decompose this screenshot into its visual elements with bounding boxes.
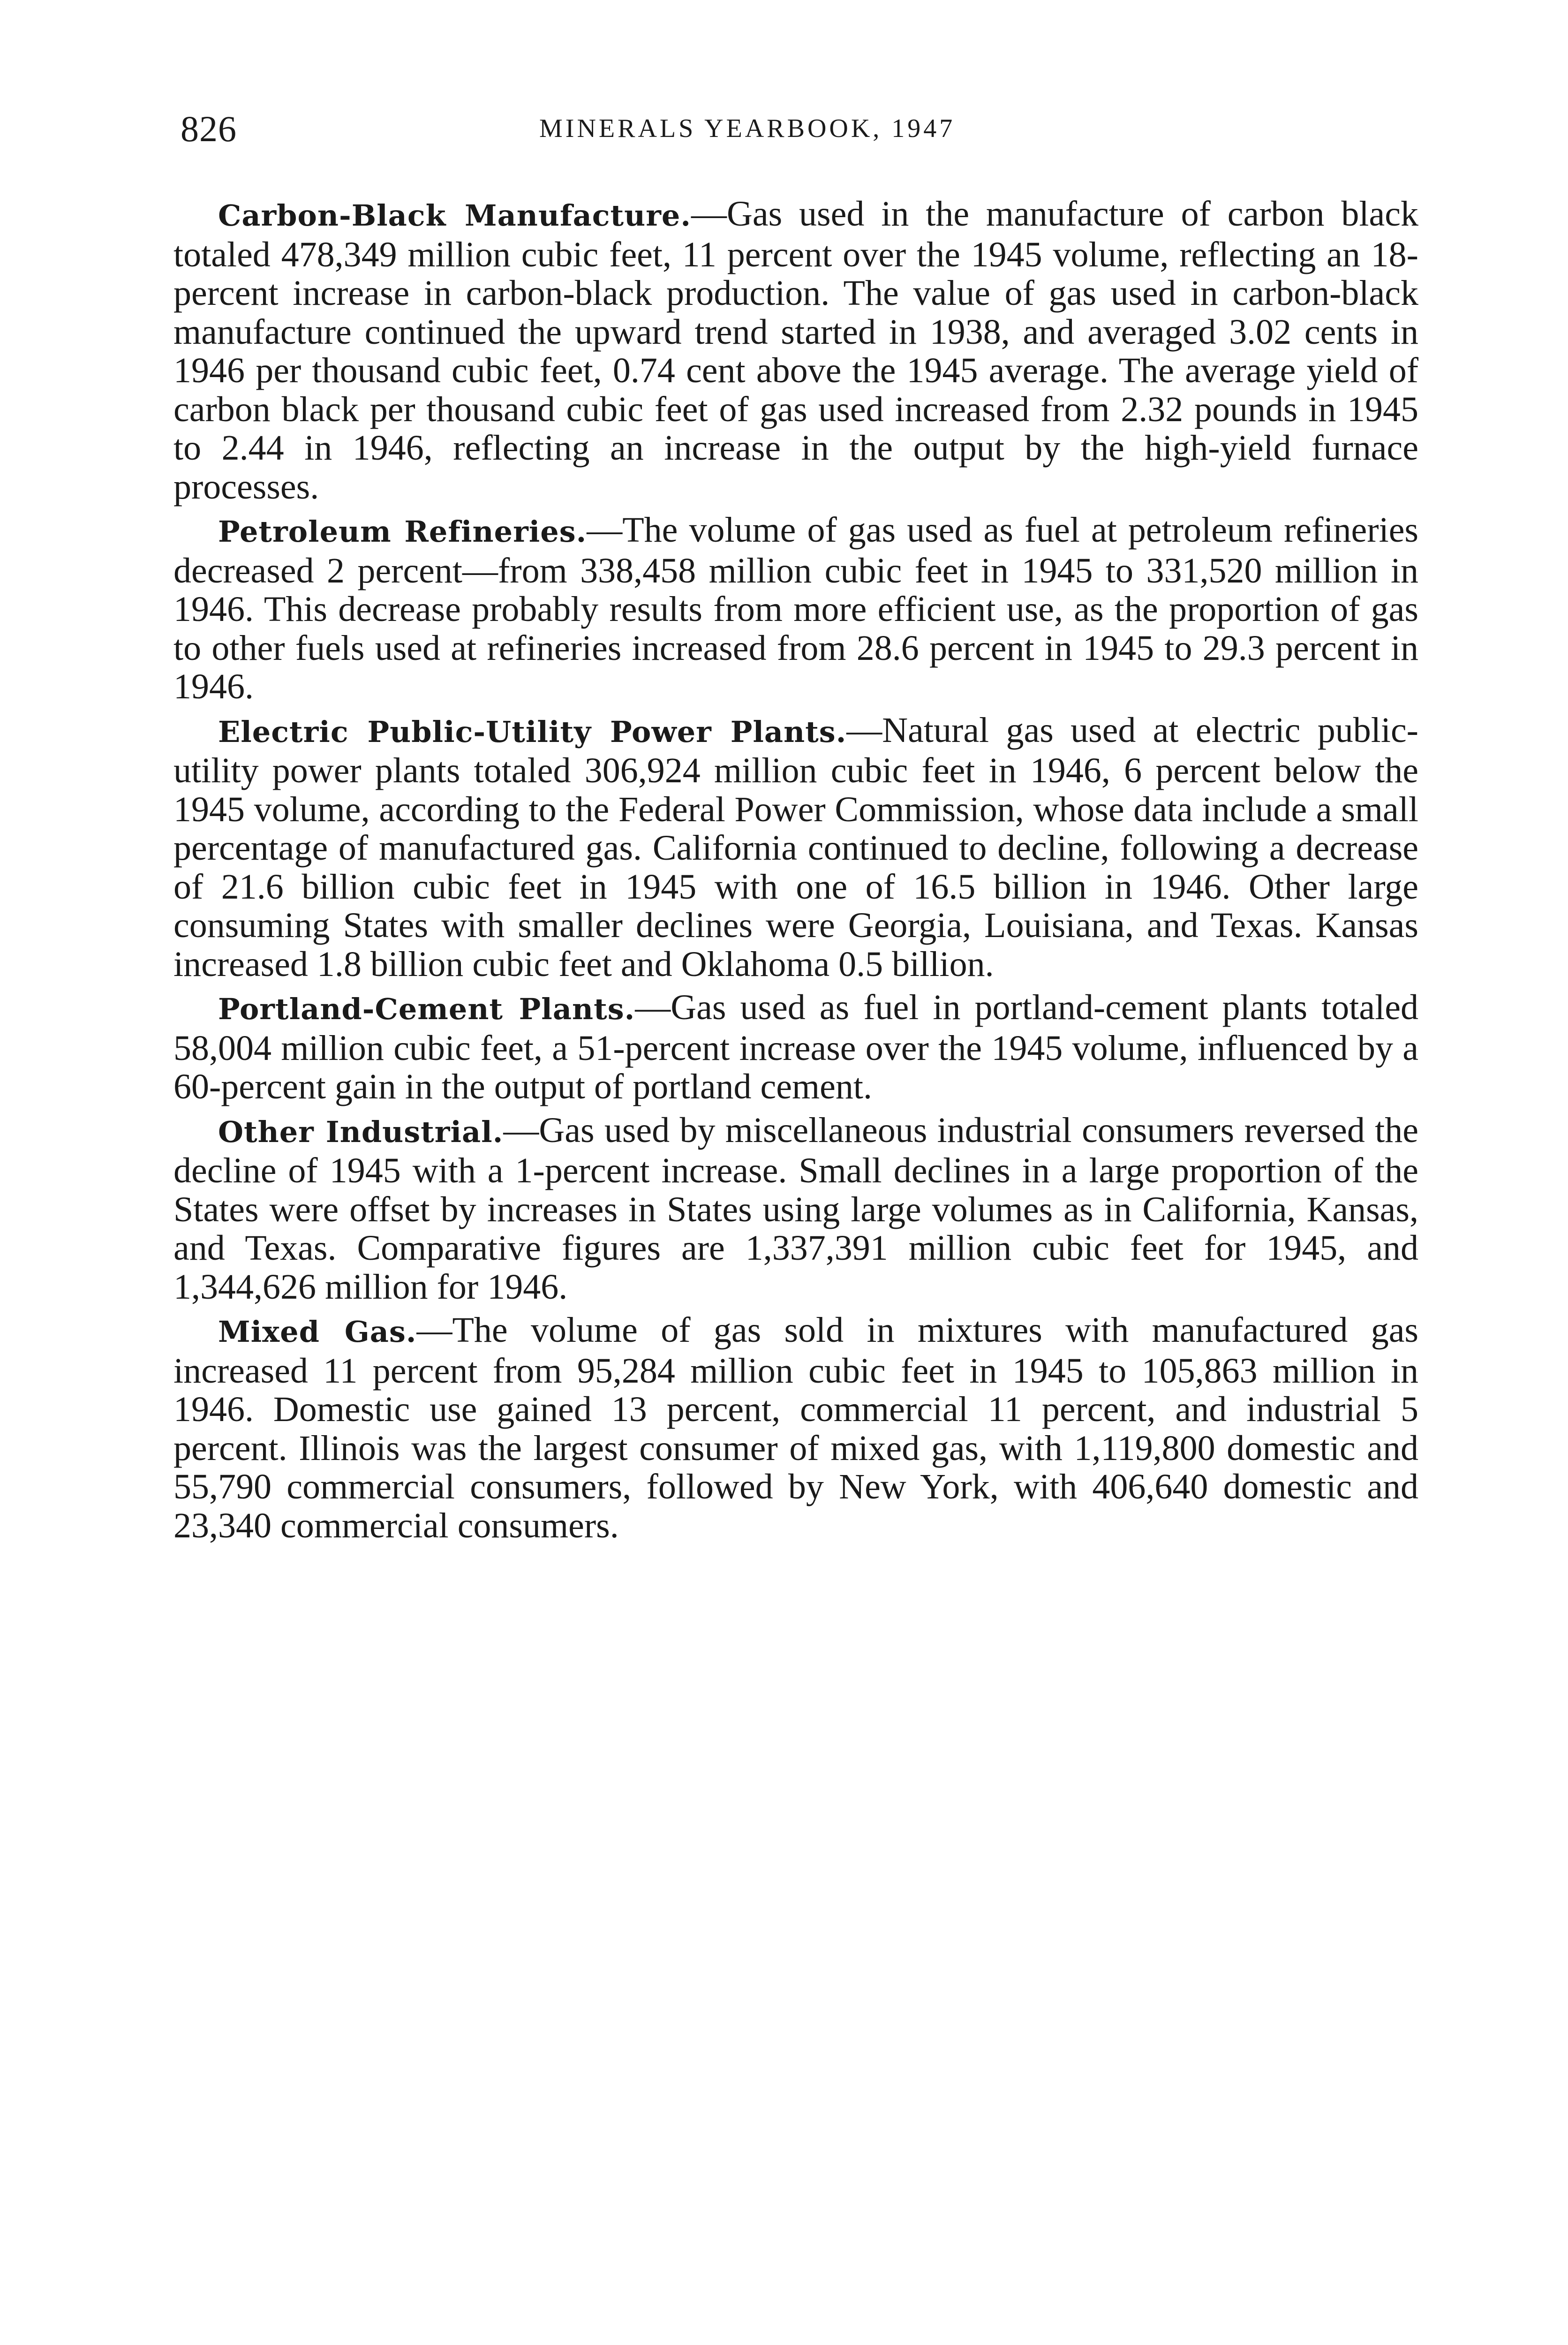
paragraph-heading: Electric Public-Utility Power Plants. <box>218 714 847 749</box>
paragraph-heading: Other Industrial. <box>218 1114 504 1149</box>
paragraph-heading: Mixed Gas. <box>218 1315 417 1349</box>
page-number: 826 <box>181 108 237 149</box>
body-text <box>173 195 1418 1550</box>
paragraph-body: —The volume of gas sold in mixtures with manufactured gas increased 11 percent from 95,284 million cubic feet in 1945 to 105,863 million in 1946. Domestic use gained 13 percent, commercial 11 percent, and industrial 5 percent. Illinois was the largest consumer of mixed gas, with 1,119,800 domestic and 55,790 commercial consumers, followed by New York, with 406,640 domestic and 23,340 commercial consumers. <box>173 1310 1419 1545</box>
running-head <box>173 108 1418 164</box>
paragraph-body: —Gas used as fuel in portland-cement plants totaled 58,004 million cubic feet, a 51-percent increase over the 1945 volume, influenced by a 60-percent gain in the output of portland cement. <box>173 988 1418 1106</box>
paragraph-other-industrial <box>173 1111 1418 1307</box>
document-page <box>173 108 1419 1545</box>
paragraph-body: —Gas used by miscellaneous industrial consumers reversed the decline of 1945 with a 1-percent increase. Small declines in a large proportion of the States were offset by increases in States using large volumes as in California, Kansas, and Texas. Comparative figures are 1,337,391 million cubic feet for 1945, and 1,344,626 million for 1946. <box>173 1110 1418 1307</box>
paragraph-body: —Natural gas used at electric public-utility power plants totaled 306,924 million cubic feet in 1946, 6 percent below the 1945 volume, according to the Federal Power Commission, whose data include a small percentage of manufactured gas. California continued to decline, following a decrease of 21.6 billion cubic feet in 1945 with one of 16.5 billion in 1946. Other large consuming States with smaller declines were Georgia, Louisiana, and Texas. Kansas increased 1.8 billion cubic feet and Oklahoma 0.5 billion. <box>173 710 1418 984</box>
paragraph-body: —The volume of gas used as fuel at petroleum refineries decreased 2 percent—from 338,458 million cubic feet in 1945 to 331,520 million in 1946. This decrease probably results from more efficient use, as the proportion of gas to other fuels used at refineries increased from 28.6 percent in 1945 to 29.3 percent in 1946. <box>173 510 1419 706</box>
paragraph-heading: Portland-Cement Plants. <box>218 992 635 1026</box>
running-title: MINERALS YEARBOOK, 1947 <box>539 114 956 143</box>
paragraph-mixed-gas <box>173 1311 1418 1545</box>
paragraph-electric-power-plants <box>173 711 1418 984</box>
paragraph-body: —Gas used in the manufacture of carbon black totaled 478,349 million cubic feet, 11 percent over the 1945 volume, reflecting an 18-percent increase in carbon-black production. The value of gas used in carbon-black manufacture continued the upward trend started in 1938, and averaged 3.02 cents in 1946 per thousand cubic feet, 0.74 cent above the 1945 average. The average yield of carbon black per thousand cubic feet of gas used increased from 2.32 pounds in 1945 to 2.44 in 1946, reflecting an increase in the output by the high-yield furnace processes. <box>173 194 1418 507</box>
paragraph-petroleum-refineries <box>173 511 1418 706</box>
paragraph-heading: Petroleum Refineries. <box>218 514 587 549</box>
paragraph-portland-cement <box>173 988 1418 1106</box>
paragraph-heading: Carbon-Black Manufacture. <box>218 198 691 233</box>
paragraph-carbon-black <box>173 195 1418 506</box>
